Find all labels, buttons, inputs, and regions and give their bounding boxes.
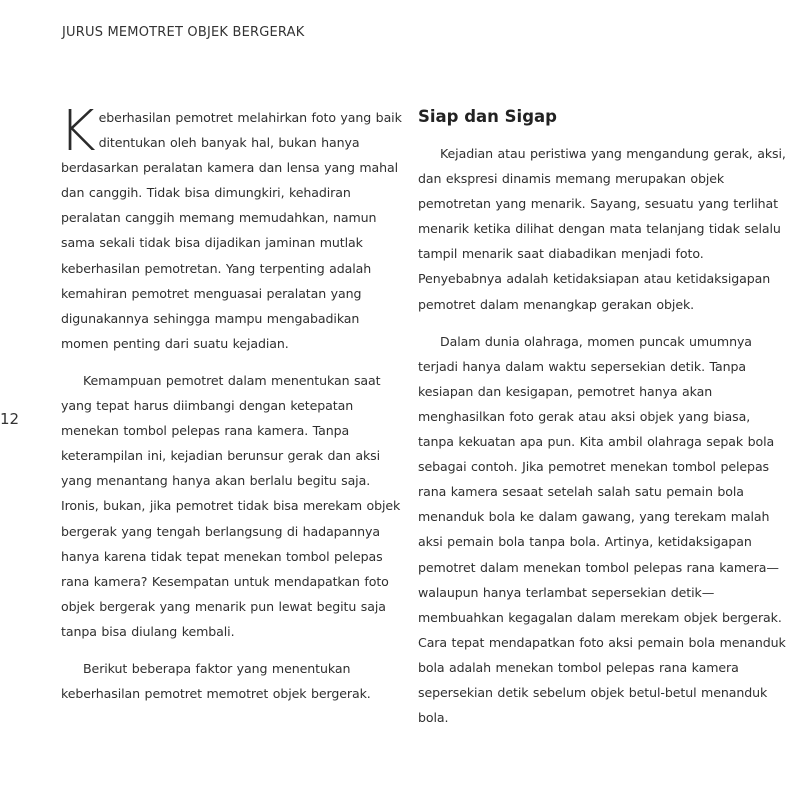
section-paragraph-2: Dalam dunia olahraga, momen puncak umumnya terjadi hanya dalam waktu sepersekian detik. Tanpa kesiapan dan kesigapan, pemotret hanya akan menghasilkan foto gerak atau aksi objek yang biasa, tanpa kekuatan apa pun. Kita ambil olahraga sepak bola sebagai contoh. Jika pemotret menekan tombol pelepas rana kamera sesaat setelah salah satu pemain bola menanduk bola ke dalam gawang, yang terekam malah aksi pemain bola tanpa bola. Artinya, ketidaksigapan pemotret dalam menekan tombol pelepas rana kamera—walaupun hanya terlambat sepersekian detik—membuahkan kegagalan dalam merekam objek bergerak. Cara tepat mendapatkan foto aksi pemain bola menanduk bola adalah menekan tombol pelepas rana kamera sepersekian detik sebelum objek betul-betul menanduk bola.: [418, 333, 786, 726]
left-column: [59, 99, 406, 706]
drop-cap: K: [59, 99, 96, 164]
body-paragraph-3: Berikut beberapa faktor yang menentukan keberhasilan pemotret memotret objek bergerak.: [61, 660, 371, 702]
intro-paragraph-text: eberhasilan pemotret melahirkan foto yang baik ditentukan oleh banyak hal, bukan hanya berdasarkan peralatan kamera dan lensa yang mahal dan canggih. Tidak bisa dimungkiri, kehadiran peralatan canggih memang memudahkan, namun sama sekali tidak bisa dijadikan jaminan mutlak keberhasilan pemotretan. Yang terpenting adalah kemahiran pemotret menguasai peralatan yang digunakannya sehingga mampu mengabadikan momen penting dari suatu kejadian.: [61, 110, 402, 351]
body-paragraph-2: Kemampuan pemotret dalam menentukan saat yang tepat harus diimbangi dengan ketepatan menekan tombol pelepas rana kamera. Tanpa keterampilan ini, kejadian berunsur gerak dan aksi yang menantang hanya akan berlalu begitu saja. Ironis, bukan, jika pemotret tidak bisa merekam objek bergerak yang tengah berlangsung di hadapannya hanya karena tidak tepat menekan tombol pelepas rana kamera? Kesempatan untuk mendapatkan foto objek bergerak yang menarik pun lewat begitu saja tanpa bisa diulang kembali.: [61, 372, 401, 639]
page-number: 12: [0, 410, 20, 428]
section-heading: Siap dan Sigap: [418, 107, 557, 126]
section-paragraph-1: Kejadian atau peristiwa yang mengandung gerak, aksi, dan ekspresi dinamis memang merupakan objek pemotretan yang menarik. Sayang, sesuatu yang terlihat menarik ketika dilihat dengan mata telanjang tidak selalu tampil menarik saat diabadikan menjadi foto. Penyebabnya adalah ketidaksiapan atau ketidaksigapan pemotret dalam menangkap gerakan objek.: [418, 146, 786, 312]
intro-paragraph: [59, 99, 406, 356]
right-column: [418, 105, 790, 730]
running-head: JURUS MEMOTRET OBJEK BERGERAK: [62, 25, 305, 40]
